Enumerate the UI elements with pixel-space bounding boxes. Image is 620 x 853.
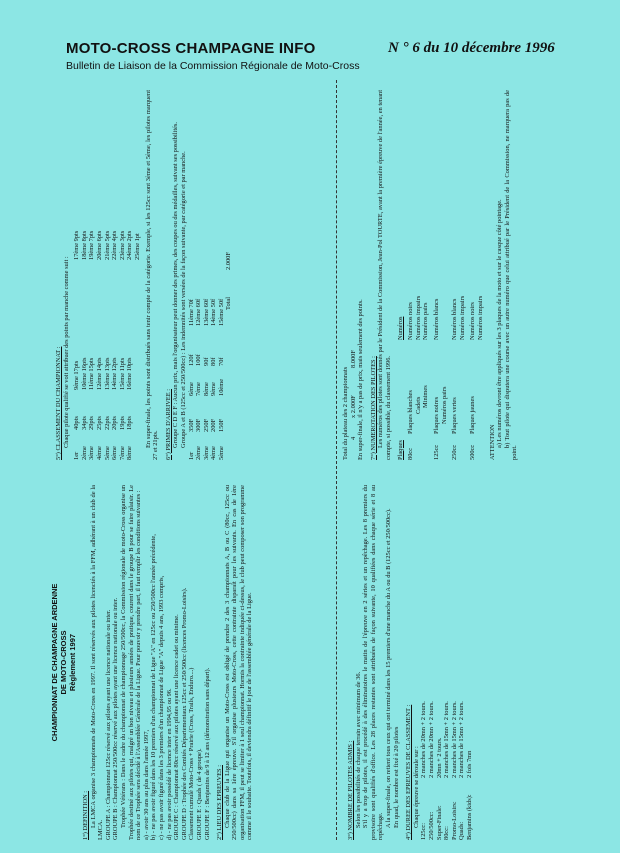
points-row: [88, 90, 96, 460]
points-cell: 14ème 12pts: [111, 357, 119, 390]
reglement-title-line3: Règlement 1997: [68, 633, 77, 692]
duration-value: 2 manches de 20mn + 2 tours.: [427, 701, 435, 778]
group-a: GROUPE A : Championnat 125cc réservé aux pilotes ayant une licence nationale ou inter.: [104, 609, 112, 840]
plates-row: [469, 90, 477, 460]
points-value: 25pts: [95, 416, 103, 430]
paragraph: La LMCA organise 3 championnats de Moto-Cross en 1997. Il sont réservés aux pilotes licenciés à la FFM, adhérant à un club de la LMCA.: [89, 485, 105, 840]
plates-category: 80cc: [407, 447, 415, 460]
points-cell: 18ème 8pts: [80, 230, 88, 260]
condition-c: c) - ne pas avoir figuré dans les 3 premiers d'un championnat de Ligue "A" depuis 4 ans, 1993 compris,: [157, 575, 165, 840]
prize-row: [195, 90, 203, 460]
plates-table: [407, 90, 484, 460]
plates-color: [477, 340, 485, 434]
prize-rank: 2ème: [195, 446, 203, 460]
duration-category: 250/500cc:: [427, 811, 435, 840]
duration-category: Quads:: [458, 821, 466, 840]
section-heading: 1°) DEFINITION :: [82, 790, 89, 840]
points-cell: 24ème 2pts: [126, 230, 134, 260]
points-value: 34pts: [80, 416, 88, 430]
paragraph: Selon les possibilités de chaque terrain avec minimum de 36.: [354, 671, 362, 828]
duration-category: Promo-Loisirs:: [450, 801, 458, 840]
paragraph: Les numéros des pilotes sont donnés par le Président de la Commission, Jean-Pol TOURTE, avant la première épreuve de l'année, en tenant compte, si possible, du classement 1996.: [377, 90, 392, 460]
plates-numbers: Numéros pairs: [422, 302, 430, 340]
prize-total-row: [225, 90, 233, 460]
points-cell: 20ème 6pts: [95, 230, 103, 260]
duration-value: 2 fois 7mn: [465, 750, 473, 778]
points-cell: 10ème 16pts: [80, 357, 88, 390]
points-cell: 22ème 4pts: [111, 230, 119, 260]
prize-cell: 12ème 60f: [195, 298, 203, 326]
prize-total-label: Total: [225, 296, 233, 310]
column-numerotation: [342, 90, 602, 460]
prize-rank: 4ème: [210, 446, 218, 460]
points-table: [73, 90, 141, 460]
plates-row: [422, 90, 430, 460]
plates-category: 250cc: [451, 444, 459, 460]
points-rank: 5ème: [103, 446, 111, 460]
group-f: GROUPE F : Benjamins de 9 à 12 ans (démonstration sans départ).: [203, 667, 211, 840]
points-row: [73, 90, 81, 460]
attention-a: a) Les numéros devront être appliqués sur les 3 plaques de la moto et sur le casque côté pointage.: [496, 199, 504, 448]
prize-rank: 10ème: [217, 378, 225, 396]
plates-numbers: Numéros impairs: [476, 295, 484, 340]
points-cell: [134, 260, 142, 390]
prize-amount: 90f: [202, 357, 210, 366]
points-cell: 13ème 13pts: [103, 357, 111, 390]
plateau-multiplier: x 2.000F: [349, 395, 357, 418]
paragraph: A la super-finale, on retient tous ceux qui ont terminé dans les 15 premiers d'une manche du A ou du B (125cc et 250/500cc).: [384, 508, 392, 828]
points-rank: 4ème: [95, 446, 103, 460]
newsletter-title: MOTO-CROSS CHAMPAGNE INFO: [66, 40, 316, 57]
plates-category: [422, 434, 430, 460]
points-rank: 8ème: [126, 446, 134, 460]
attention-label: ATTENTION: [488, 424, 496, 460]
reglement-title-line2: DE MOTO-CROSS: [59, 630, 68, 695]
points-rank: 7ème: [118, 446, 126, 460]
prize-cell: 11ème 70f: [187, 299, 195, 326]
group-b: GROUPE B : Championnat 250/500cc réservé aux pilotes ayant une licence nationale ou inter.: [112, 597, 120, 840]
duration-category: 125cc:: [420, 822, 428, 840]
prize-rank: 8ème: [202, 382, 210, 396]
numbers-heading: Numéros: [396, 316, 404, 340]
rotated-body: [50, 80, 605, 840]
prize-amount: 300F: [195, 418, 203, 432]
plates-category: [459, 434, 467, 460]
points-value: 40pts: [73, 416, 81, 430]
plates-color: Plaques blanches: [407, 390, 415, 434]
points-cell: 16ème 10pts: [126, 357, 134, 390]
plates-numbers: Numéros blancs: [432, 298, 440, 340]
duration-value: 20mn + 2 tours.: [435, 737, 443, 778]
prize-amount: 70f: [217, 357, 225, 366]
points-cell: 11ème 15pts: [88, 357, 96, 390]
points-cell: 17ème 9pts: [73, 230, 81, 260]
prize-rank: 9ème: [210, 382, 218, 396]
prize-cell: 14ème 50f: [210, 298, 218, 326]
plates-numbers: Numéros impairs: [414, 295, 422, 340]
points-value: [134, 390, 142, 430]
prize-amount: 350F: [187, 418, 195, 432]
duration-category: Super-Finale:: [435, 805, 443, 840]
duration-row: [466, 485, 474, 840]
plates-color: Plaques noires: [432, 396, 440, 434]
points-rank: 1er: [73, 451, 81, 460]
section-heading: 6°) PRIMES D'ARRIVEE :: [164, 389, 172, 460]
duration-list: [420, 485, 473, 840]
points-row: [111, 90, 119, 460]
duration-row: [458, 485, 466, 840]
group-c: GROUPE C : Championnat 80cc réservé aux pilotes ayant une licence cadet ou minime.: [173, 614, 181, 840]
points-row: [81, 90, 89, 460]
duration-row: [436, 485, 444, 840]
duration-row: [428, 485, 436, 840]
plates-row: [407, 90, 415, 460]
paragraph: S'il y a trop de pilotes, il est procédé à des éliminatoires le matin de l'épreuve en 2 séries et un repêchage. Les 8 premiers du provisoire sont qualifiés d'office. Les 28 places restantes sont attribuées de façon suivante, 10 qualifiées dans chaque série et 8 au repêchage.: [362, 485, 385, 840]
points-row: [96, 90, 104, 460]
plateau-total: Total du plateau des 2 championnats: [342, 366, 349, 460]
duration-category: Benjamins (kids):: [465, 794, 473, 840]
prize-rank: 7ème: [195, 382, 203, 396]
prize-amount: 150F: [217, 418, 225, 432]
reglement-title: [50, 485, 77, 840]
points-value: 18pts: [126, 416, 134, 430]
plates-numbers: Numéros impairs: [458, 295, 466, 340]
duration-value: 2 manches de 15mn + 2 tours.: [450, 701, 458, 778]
condition-d: d) - ne pas avoir possédé de licence inter en 1994,95 ou 96.: [165, 688, 173, 840]
condition-b: b) - ne pas avoir figuré dans les 10 premiers d'un championnat de Ligue "A" en 125cc ou 250/500cc l'année précédente,: [150, 534, 158, 840]
issue-number: N ° 6 du 10 décembre 1996: [388, 40, 555, 56]
plates-color: Minimes: [422, 385, 430, 408]
prize-amount: 80f: [210, 357, 218, 366]
points-value: 22pts: [103, 416, 111, 430]
points-rank: [134, 430, 142, 460]
prize-amount: 100f: [195, 354, 203, 366]
plates-header: [397, 90, 405, 460]
prize-amount: 250F: [202, 418, 210, 432]
plateau-count: 4: [349, 436, 357, 440]
duration-value: 2 manches de 20mn + 2 tours.: [420, 701, 428, 778]
duration-row: [443, 485, 451, 840]
prize-total-value: 2.000F: [225, 252, 233, 270]
column-pilots: [342, 485, 602, 840]
plates-color: Numéros pairs: [440, 386, 448, 424]
plateau-calc: [350, 90, 358, 460]
duration-row: [420, 485, 428, 840]
trophy-paragraph: Trophée Vétérans : Dans le cadre du championnat de championnage 250/500cc, la Commission régionale de moto-Cross organise un Trophée destiné aux pilotes qui, malgré un bon niveau et plusieurs années de pratique, courent dans le groupe B pour se faire plaisir. Le nom de ce Trophée sera décidé à l'Assemblée Générale de la Ligue. Pour pouvoir y prendre part, il faut remplir les conditions suivantes :: [119, 485, 143, 840]
prize-rank: 3ème: [202, 446, 210, 460]
prize-rank: 6ème: [187, 382, 195, 396]
prize-row: [218, 90, 226, 460]
plateau-result: 8.000F: [349, 350, 357, 368]
section-heading: 2°) LIEU DES EPREUVES :: [216, 765, 224, 840]
points-row: [104, 90, 112, 460]
condition-a: a) - avoir 30 ans au plus dans l'année 1997,: [142, 729, 150, 840]
points-cell: 15ème 11pts: [118, 357, 126, 390]
duration-value: 2 manches de 15mn + 2 tours.: [458, 701, 466, 778]
cumulative-ranking: Classement cumulé Moto-Cross + Prairie (Cross, Trails, Enduro....): [188, 667, 196, 840]
plates-numbers: Numéros noirs: [469, 302, 477, 340]
prize-row: [210, 90, 218, 460]
points-row: [119, 90, 127, 460]
points-cell: 25ème 1pt: [133, 233, 141, 260]
prize-cell: 13ème 60f: [202, 298, 210, 326]
attention-b: b) Tout pilote qui disputera une course avec un autre numéro que celui attribué par le Président de la Commission, ne marquera pas de point.: [503, 90, 519, 460]
points-value: 19pts: [118, 416, 126, 430]
prize-rank: 5ème: [217, 446, 225, 460]
column-classement: [50, 90, 330, 460]
plates-category: 125cc: [432, 444, 440, 460]
paragraph: Chaque pilote qualifié se voit attribuer des points par manche comme suit :: [62, 256, 70, 448]
column-definition: [50, 485, 330, 840]
prize-rank: 1er: [187, 451, 195, 460]
plates-color: Plaques jaunes: [469, 396, 477, 434]
plates-category: 500cc: [469, 444, 477, 460]
plates-heading: Plaques: [396, 440, 404, 460]
plates-numbers: Numéros noirs: [407, 302, 415, 340]
section-heading: 7°) NUMEROTATION DES PILOTES :: [369, 356, 377, 460]
plates-numbers: Numéros blancs: [451, 298, 459, 340]
group-e: GROUPE E : Quads ( de 4 groupe).: [195, 748, 203, 840]
plates-row: [459, 90, 467, 460]
points-cell: 23ème 3pts: [118, 230, 126, 260]
points-rank: 6ème: [111, 446, 119, 460]
points-row: [134, 90, 142, 460]
prize-amount: 120f: [187, 354, 195, 366]
prize-row: [188, 90, 196, 460]
column-separator: [336, 80, 337, 840]
section-heading: 5°) CLASSEMENT DU CHAMPIONNAT :: [55, 346, 62, 460]
points-value: 29pts: [88, 416, 96, 430]
newsletter-subtitle: Bulletin de Liaison de la Commission Régionale de Moto-Cross: [66, 60, 360, 72]
paragraph: Groupe C D E F : Aucun prix, mais l'organisateur peut donner des primes, des coupes ou des médailles, suivant ses possibilités.: [172, 121, 180, 448]
points-cell: 21ème 5pts: [103, 230, 111, 260]
duration-value: 2 manches de 15mn + 2 tours.: [443, 701, 451, 778]
points-cell: 9ème 17pts: [73, 360, 81, 390]
plates-row: [441, 90, 449, 460]
points-row: [126, 90, 134, 460]
section-heading: 4°) DUREE DES EPREUVES DE CLASSEMENT :: [405, 704, 413, 840]
paragraph: Chaque épreuve se déroule sur :: [412, 746, 420, 828]
points-rank: 2ème: [80, 446, 88, 460]
paragraph: En quad, le nombre est fixé à 20 pilotes: [392, 726, 400, 828]
duration-row: [451, 485, 459, 840]
plates-color: [459, 340, 467, 434]
plates-row: [415, 90, 423, 460]
points-rank: 3ème: [88, 446, 96, 460]
points-cell: 19ème 7pts: [88, 230, 96, 260]
paragraph: Chaque club de la Ligue qui organise un Moto-Cross est obligé de prendre 2 des 3 championnats A, B ou C (80cc, 125cc ou 250/500cc) dans sa 1ère épreuve. S'il organise plusieurs Moto-Cross, cette contrainte disparaît pour les suivants. En cas de 1ère organisation FFM, il peut se limiter à 1 seul championnat. Hormis la contrainte indiquée ci-dessus, le club peut composer son programme comme il le souhaite. Toutefois, il deviendra définitif le jour de l'assemblée générale de la Ligue.: [223, 485, 254, 840]
points-value: 20pts: [111, 416, 119, 430]
paragraph: Groupe A et B (125cc et 250/500cc) : Les indemnités sont versées de la façon suivante, par catégorie et par manche.: [179, 151, 187, 448]
group-d: GROUPE D : Trophée des Comités Départementaux 125cc et 250/500cc (licences Promo-Loisirs).: [180, 587, 188, 840]
section-heading: 3°) NOMBRE DE PILOTES ADMIS :: [347, 740, 354, 840]
plates-row: [451, 90, 459, 460]
prize-cell: 15ème 50f: [217, 298, 225, 326]
prize-row: [203, 90, 211, 460]
paragraph: En super-finale, il n'y a pas de prix, mais seulement des points.: [357, 299, 365, 460]
plates-category: [477, 434, 485, 460]
plates-color: Plaques vertes: [451, 397, 459, 434]
paragraph: En super-finale, les points sont distribués sans tenir compte de la catégorie. Exemple, si les 125cc sont 3ème et 5ème, les pilotes marquent 27 et 21pts.: [144, 90, 160, 460]
plates-category: [441, 434, 449, 460]
plates-color: Cadets: [414, 396, 422, 414]
points-cell: 12ème 14pts: [95, 357, 103, 390]
prize-amount: 200F: [210, 418, 218, 432]
duration-category: 80cc:: [443, 826, 451, 840]
plates-row: [433, 90, 441, 460]
prize-table: [188, 90, 234, 460]
plates-row: [477, 90, 485, 460]
plates-category: [415, 434, 423, 460]
reglement-title-line1: CHAMPIONNAT DE CHAMPAGNE ARDENNE: [50, 583, 59, 742]
